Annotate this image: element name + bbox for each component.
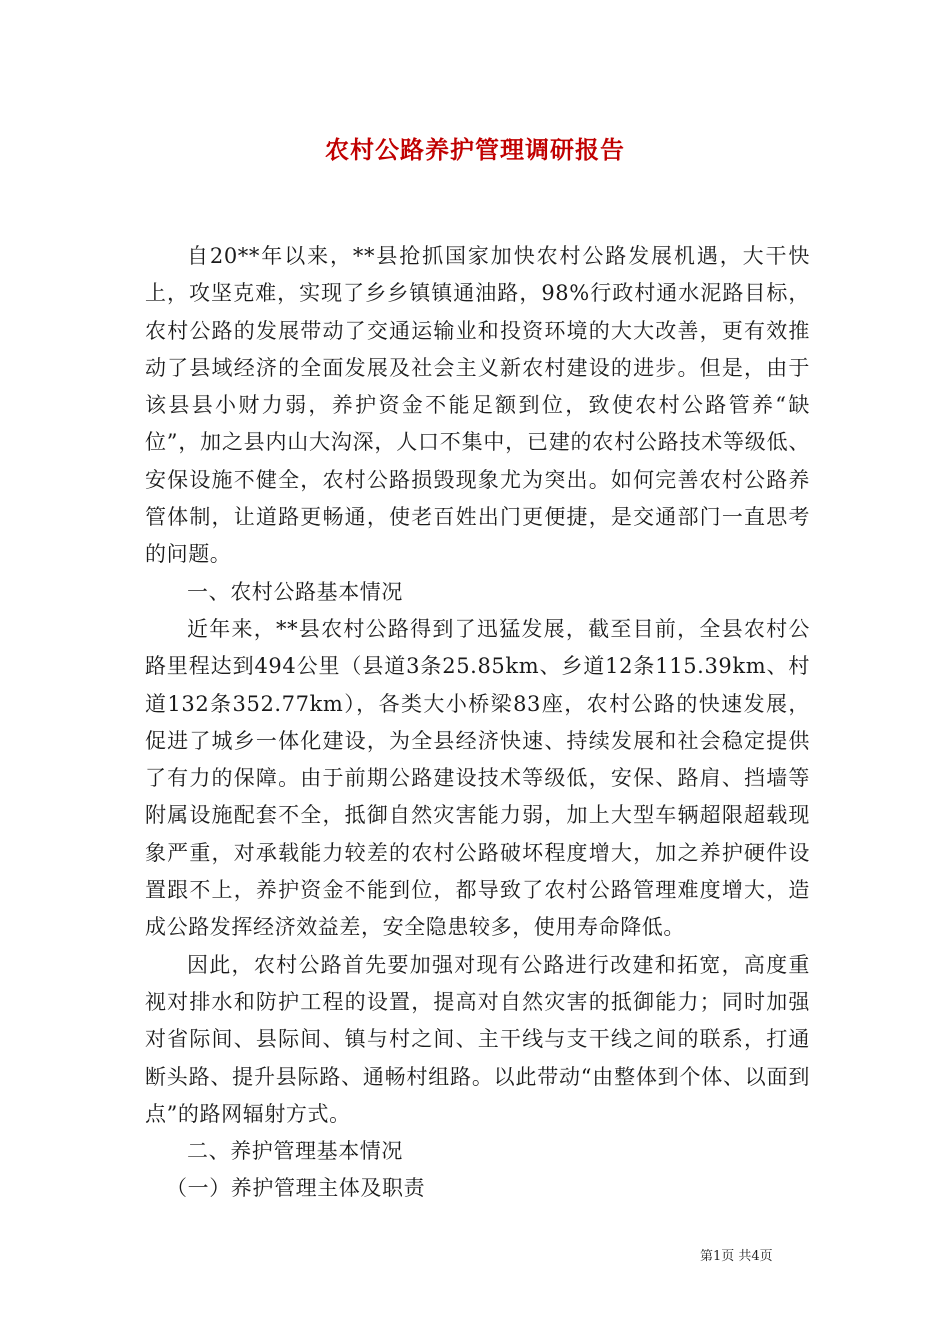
paragraph-therefore: 因此，农村公路首先要加强对现有公路进行改建和拓宽，高度重视对排水和防护工程的设置，提高对自然灾害的抵御能力；同时加强对省际间、县际间、镇与村之间、主干线与支干线之间的联系，打通断头路、提升县际路、通畅村组路。以此带动“由整体到个体、以面到点”的路网辐射方式。 bbox=[145, 952, 810, 1126]
section-heading-2: 二、养护管理基本情况 bbox=[187, 1139, 403, 1164]
subsection-heading-1: （一）养护管理主体及职责 bbox=[166, 1176, 426, 1201]
page-number-footer: 第1页 共4页 bbox=[700, 1249, 773, 1264]
document-body bbox=[145, 238, 810, 1208]
paragraph-intro: 自20**年以来，**县抢抓国家加快农村公路发展机遇，大干快上，攻坚克难，实现了乡乡镇镇通油路，98%行政村通水泥路目标，农村公路的发展带动了交通运输业和投资环境的大大改善，更有效推动了县域经济的全面发展及社会主义新农村建设的进步。但是，由于该县县小财力弱，养护资金不能足额到位，致使农村公路管养“缺位”，加之县内山大沟深，人口不集中，已建的农村公路技术等级低、安保设施不健全，农村公路损毁现象尤为突出。如何完善农村公路养管体制，让道路更畅通，使老百姓出门更便捷，是交通部门一直思考的问题。 bbox=[145, 244, 810, 567]
paragraph-basic-situation: 近年来，**县农村公路得到了迅猛发展，截至目前，全县农村公路里程达到494公里（县道3条25.85km、乡道12条115.39km、村道132条352.77km），各类大小桥梁83座，农村公路的快速发展，促进了城乡一体化建设，为全县经济快速、持续发展和社会稳定提供了有力的保障。由于前期公路建设技术等级低，安保、路肩、挡墙等附属设施配套不全，抵御自然灾害能力弱，加上大型车辆超限超载现象严重，对承载能力较差的农村公路破坏程度增大，加之养护硬件设置跟不上，养护资金不能到位，都导致了农村公路管理难度增大，造成公路发挥经济效益差，安全隐患较多，使用寿命降低。 bbox=[145, 616, 810, 940]
section-heading-1: 一、农村公路基本情况 bbox=[187, 579, 403, 604]
document-title: 农村公路养护管理调研报告 bbox=[325, 135, 625, 164]
